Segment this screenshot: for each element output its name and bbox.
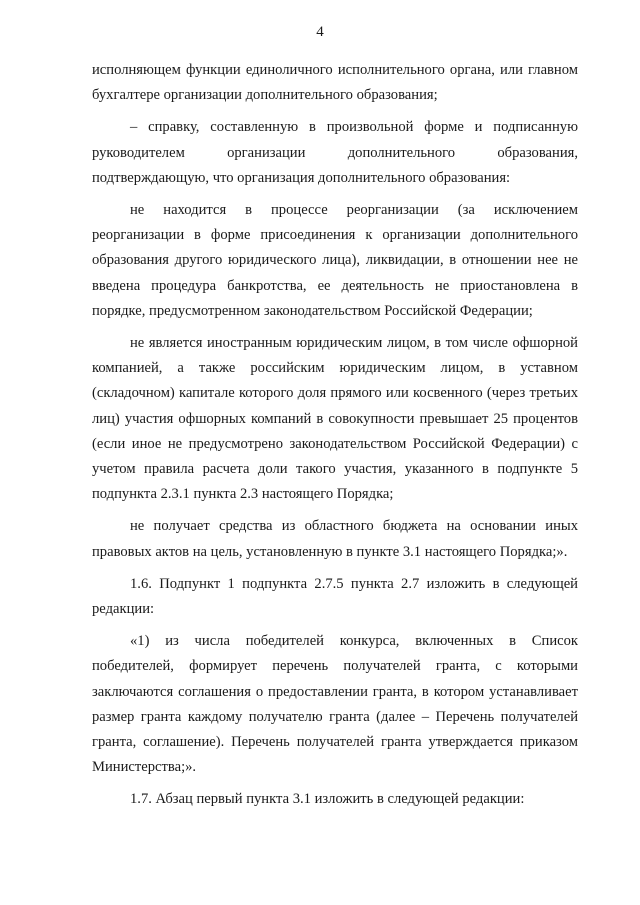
- paragraph-8: 1.7. Абзац первый пункта 3.1 изложить в следующей редакции:: [130, 791, 525, 808]
- document-body: [92, 58, 578, 820]
- page-number: 4: [316, 24, 324, 40]
- paragraph-1: исполняющем функции единоличного исполнительного органа, или главном бухгалтере организации дополнительного образования;: [92, 62, 578, 104]
- paragraph-2: – справку, составленную в произвольной форме и подписанную руководителем организации дополнительного образования, подтверждающую, что организация дополнительного образования:: [92, 119, 578, 186]
- paragraph-5: не получает средства из областного бюджета на основании иных правовых актов на цель, установленную в пункте 3.1 настоящего Порядка;».: [92, 518, 578, 560]
- paragraph-7: «1) из числа победителей конкурса, включенных в Список победителей, формирует перечень получателей гранта, с которыми заключаются соглашения о предоставлении гранта, в котором устанавливает размер гранта каждому получателю гранта (далее – Перечень получателей гранта, соглашение). Перечень получателей гранта утверждается приказом Министерства;».: [92, 633, 578, 776]
- paragraph-6: 1.6. Подпункт 1 подпункта 2.7.5 пункта 2.7 изложить в следующей редакции:: [92, 575, 578, 618]
- paragraph-4: не является иностранным юридическим лицом, в том числе офшорной компанией, а также российским юридическим лицом, в уставном (складочном) капитале которого доля прямого или косвенного (через третьих лиц) участия офшорных компаний в совокупности превышает 25 процентов (если иное не предусмотрено законодательством Российской Федерации) с учетом правила расчета доли такого участия, указанного в подпункте 5 подпункта 2.3.1 пункта 2.3 настоящего Порядка;: [92, 335, 578, 503]
- paragraph-3: не находится в процессе реорганизации (за исключением реорганизации в форме присоединения к организации дополнительного образования другого юридического лица), ликвидации, в отношении нее не введена процедура банкротства, ее деятельность не приостановлена в порядке, предусмотренном законодательством Российской Федерации;: [92, 202, 578, 319]
